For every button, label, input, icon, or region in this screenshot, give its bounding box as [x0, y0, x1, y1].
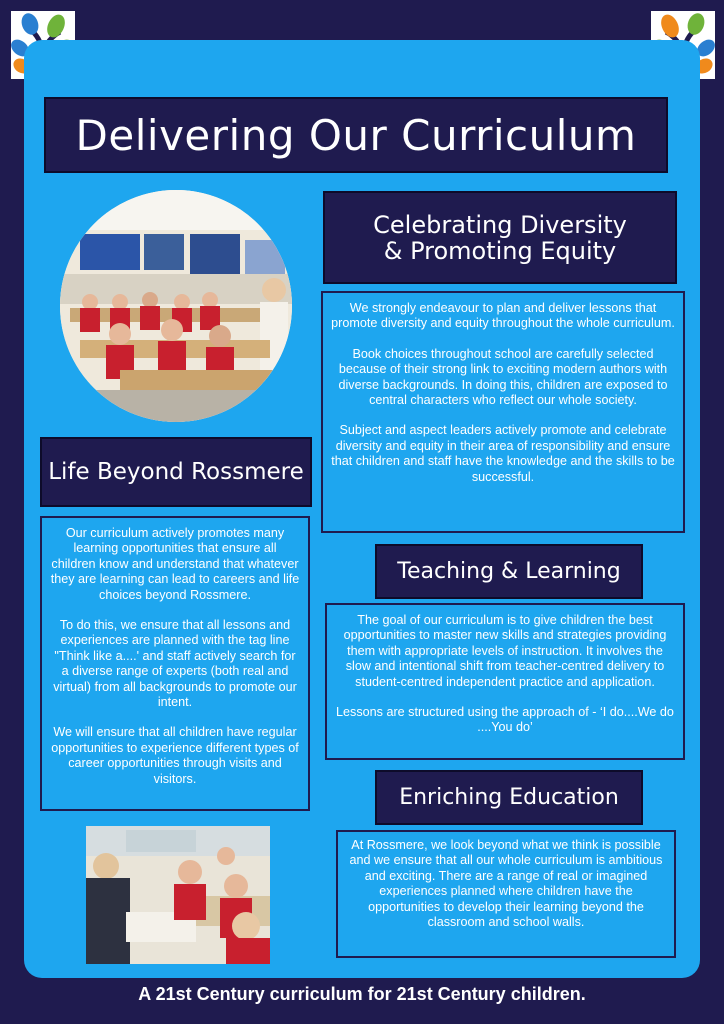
life-beyond-heading: Life Beyond Rossmere: [40, 437, 312, 507]
footer-tagline: A 21st Century curriculum for 21st Century children.: [138, 984, 586, 1004]
enriching-paragraph: At Rossmere, we look beyond what we think is possible and we ensure that all our whole curriculum is ambitious and exciting. There are a range of real or imagined experiences planned where children have the opportunities to develop their learning beyond the classroom and school walls.: [349, 838, 663, 930]
group-work-photo: [86, 826, 270, 964]
diversity-paragraph: Subject and aspect leaders actively promote and celebrate diversity and equity in their area of responsibility and ensure that children and staff have the knowledge and the skills to be successful.: [331, 423, 675, 484]
diversity-paragraph: We strongly endeavour to plan and deliver lessons that promote diversity and equity throughout the whole curriculum.: [331, 301, 675, 331]
enriching-text: [336, 830, 676, 958]
teaching-paragraph: The goal of our curriculum is to give children the best opportunities to master new skills and strategies providing them with appropriate levels of instruction. It involves the slow and intentional shift from teacher-centred delivery to student-centred independent practice and application.: [343, 613, 667, 689]
teaching-text: [325, 603, 685, 760]
life-beyond-paragraph: We will ensure that all children have regular opportunities to experience different types of career opportunities through visits and visitors.: [51, 725, 299, 786]
page-title: Delivering Our Curriculum: [44, 97, 668, 173]
life-beyond-text: [40, 516, 310, 811]
diversity-heading: Celebrating Diversity & Promoting Equity: [323, 191, 677, 284]
life-beyond-paragraph: To do this, we ensure that all lessons and experiences are planned with the tag line "Think like a....' and staff actively search for a diverse range of experts (both real and virtual) from all backgrounds to promote our intent.: [53, 618, 297, 710]
diversity-paragraph: Book choices throughout school are carefully selected because of their strong link to exciting modern authors with diverse backgrounds. In doing this, children are exposed to central characters who reflect our whole society.: [338, 346, 668, 408]
diversity-text: [321, 291, 685, 533]
enriching-heading: Enriching Education: [375, 770, 643, 825]
teaching-paragraph: Lessons are structured using the approach of - ‘I do....We do ....You do’: [336, 705, 674, 735]
classroom-photo: [60, 190, 292, 422]
life-beyond-paragraph: Our curriculum actively promotes many learning opportunities that ensure all children know and understand that whatever they are learning can lead to careers and life choices beyond Rossmere.: [50, 526, 300, 602]
teaching-heading: Teaching & Learning: [375, 544, 643, 599]
